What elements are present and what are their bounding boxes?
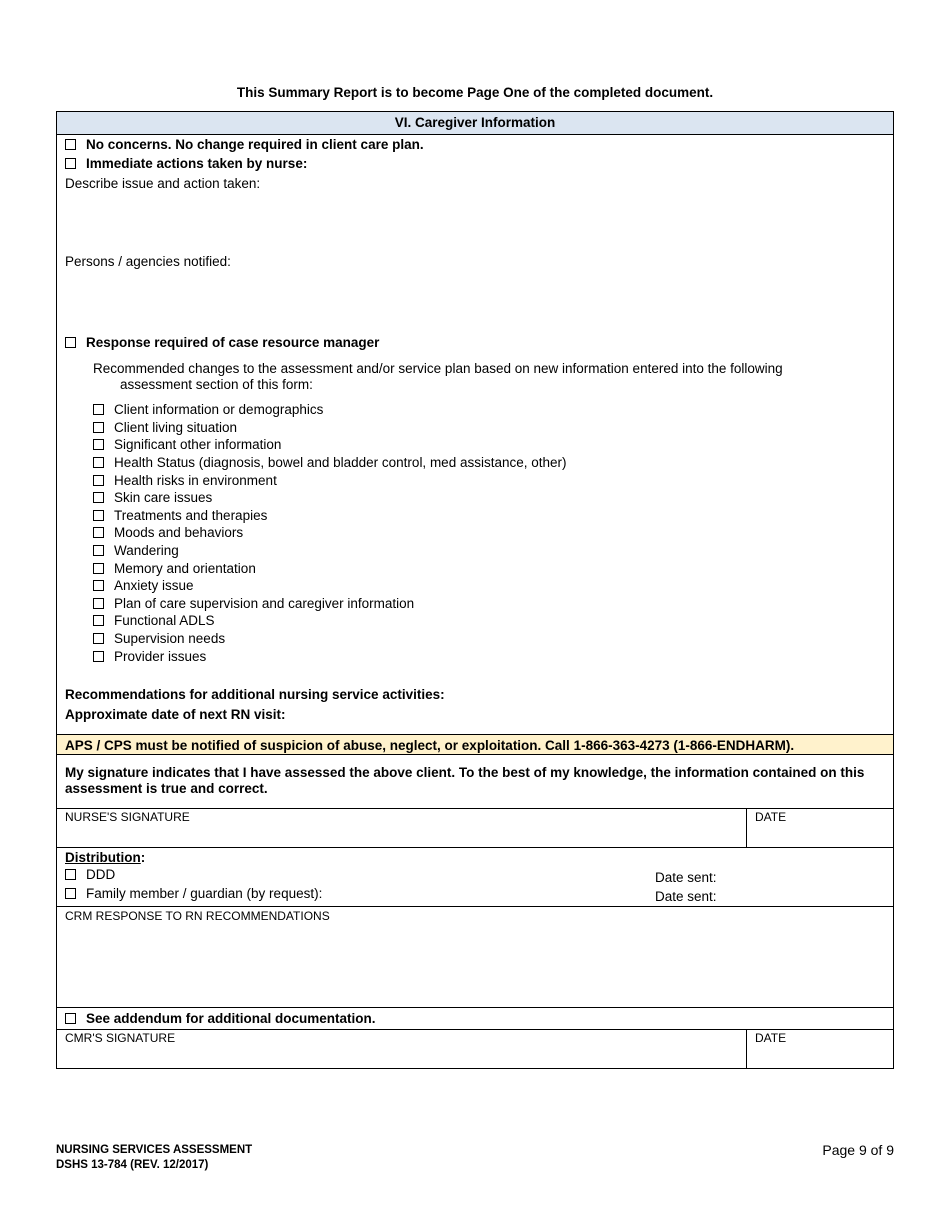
addendum-checkbox[interactable] (65, 1013, 76, 1024)
section-option[interactable] (93, 559, 567, 577)
divider (57, 1029, 893, 1030)
footer-page-number: Page 9 of 9 (822, 1142, 894, 1158)
addendum-option[interactable] (65, 1011, 376, 1026)
section-checkbox[interactable] (93, 651, 104, 662)
section-label: Wandering (114, 543, 179, 559)
section-label: Functional ADLS (114, 613, 215, 629)
family-date-sent-label: Date sent: (655, 889, 717, 904)
crm-response-label: CRM RESPONSE TO RN RECOMMENDATIONS (65, 909, 330, 923)
section-option[interactable] (93, 612, 567, 630)
section-label: Skin care issues (114, 490, 213, 506)
assessment-sections-list (93, 401, 567, 665)
section-label: Supervision needs (114, 631, 226, 647)
immediate-actions-option[interactable] (65, 156, 307, 171)
section-checkbox[interactable] (93, 492, 104, 503)
section-checkbox[interactable] (93, 439, 104, 450)
family-label: Family member / guardian (by request): (86, 886, 323, 901)
divider (746, 808, 747, 847)
caregiver-information-form (56, 111, 894, 1069)
section-checkbox[interactable] (93, 527, 104, 538)
persons-notified-label: Persons / agencies notified: (65, 254, 231, 269)
section-checkbox[interactable] (93, 475, 104, 486)
divider (57, 847, 893, 848)
nurse-signature-label: NURSE'S SIGNATURE (65, 810, 190, 824)
cmr-signature-label: CMR'S SIGNATURE (65, 1031, 176, 1045)
section-option[interactable] (93, 454, 567, 472)
ddd-checkbox[interactable] (65, 869, 76, 880)
divider (746, 1029, 747, 1069)
section-checkbox[interactable] (93, 580, 104, 591)
recommended-changes-intro (93, 361, 853, 393)
section-label: Health risks in environment (114, 472, 277, 488)
distribution-title (65, 850, 145, 865)
distribution-title-text: Distribution (65, 850, 141, 865)
footer-form-number: DSHS 13-784 (REV. 12/2017) (56, 1159, 209, 1171)
distribution-ddd-option[interactable] (65, 867, 115, 882)
section-checkbox[interactable] (93, 615, 104, 626)
section-checkbox[interactable] (93, 404, 104, 415)
describe-issue-label: Describe issue and action taken: (65, 176, 261, 191)
section-option[interactable] (93, 436, 567, 454)
section-title: VI. Caregiver Information (57, 112, 893, 135)
divider (57, 906, 893, 907)
response-required-checkbox[interactable] (65, 337, 76, 348)
no-concerns-label: No concerns. No change required in client care plan. (86, 137, 424, 152)
section-label: Memory and orientation (114, 560, 256, 576)
distribution-title-colon: : (140, 850, 146, 865)
response-required-option[interactable] (65, 335, 379, 350)
divider (57, 808, 893, 809)
no-concerns-checkbox[interactable] (65, 139, 76, 150)
page-header-note: This Summary Report is to become Page One of the completed document. (236, 85, 714, 100)
section-option[interactable] (93, 401, 567, 419)
section-checkbox[interactable] (93, 510, 104, 521)
section-checkbox[interactable] (93, 563, 104, 574)
addendum-label: See addendum for additional documentation. (86, 1011, 376, 1026)
signature-statement: My signature indicates that I have assessed the above client. To the best of my knowledge, the information contained on this assessment is true and correct. (65, 765, 865, 796)
intro-line-1: Recommended changes to the assessment and/or service plan based on new information entered into the following (93, 361, 783, 376)
section-checkbox[interactable] (93, 422, 104, 433)
section-option[interactable] (93, 471, 567, 489)
section-label: Plan of care supervision and caregiver information (114, 595, 415, 611)
cmr-date-label: DATE (755, 1031, 787, 1045)
section-checkbox[interactable] (93, 457, 104, 468)
section-label: Provider issues (114, 648, 207, 664)
section-option[interactable] (93, 507, 567, 525)
section-label: Client information or demographics (114, 402, 324, 418)
section-option[interactable] (93, 542, 567, 560)
footer-form-info (56, 1143, 252, 1173)
section-label: Health Status (diagnosis, bowel and bladder control, med assistance, other) (114, 455, 567, 471)
immediate-actions-checkbox[interactable] (65, 158, 76, 169)
next-visit-label: Approximate date of next RN visit: (65, 707, 286, 722)
distribution-family-option[interactable] (65, 886, 322, 901)
intro-line-2: assessment section of this form: (120, 377, 313, 392)
family-checkbox[interactable] (65, 888, 76, 899)
section-checkbox[interactable] (93, 545, 104, 556)
recommendations-label: Recommendations for additional nursing service activities: (65, 687, 445, 702)
nurse-date-label: DATE (755, 810, 787, 824)
section-checkbox[interactable] (93, 633, 104, 644)
section-label: Anxiety issue (114, 578, 194, 594)
section-option[interactable] (93, 647, 567, 665)
section-option[interactable] (93, 595, 567, 613)
section-option[interactable] (93, 524, 567, 542)
ddd-label: DDD (86, 867, 116, 882)
section-label: Treatments and therapies (114, 507, 268, 523)
section-label: Significant other information (114, 437, 282, 453)
footer-form-name: NURSING SERVICES ASSESSMENT (56, 1144, 253, 1156)
section-option[interactable] (93, 489, 567, 507)
ddd-date-sent-label: Date sent: (655, 870, 717, 885)
section-label: Client living situation (114, 419, 238, 435)
aps-cps-notice: APS / CPS must be notified of suspicion of abuse, neglect, or exploitation. Call 1-866-363-4273 (1-866-ENDHARM). (57, 734, 893, 755)
section-label: Moods and behaviors (114, 525, 244, 541)
divider (57, 1007, 893, 1008)
section-option[interactable] (93, 630, 567, 648)
section-option[interactable] (93, 577, 567, 595)
immediate-actions-label: Immediate actions taken by nurse: (86, 156, 308, 171)
response-required-label: Response required of case resource manager (86, 335, 380, 350)
no-concerns-option[interactable] (65, 137, 424, 152)
section-option[interactable] (93, 419, 567, 437)
section-checkbox[interactable] (93, 598, 104, 609)
